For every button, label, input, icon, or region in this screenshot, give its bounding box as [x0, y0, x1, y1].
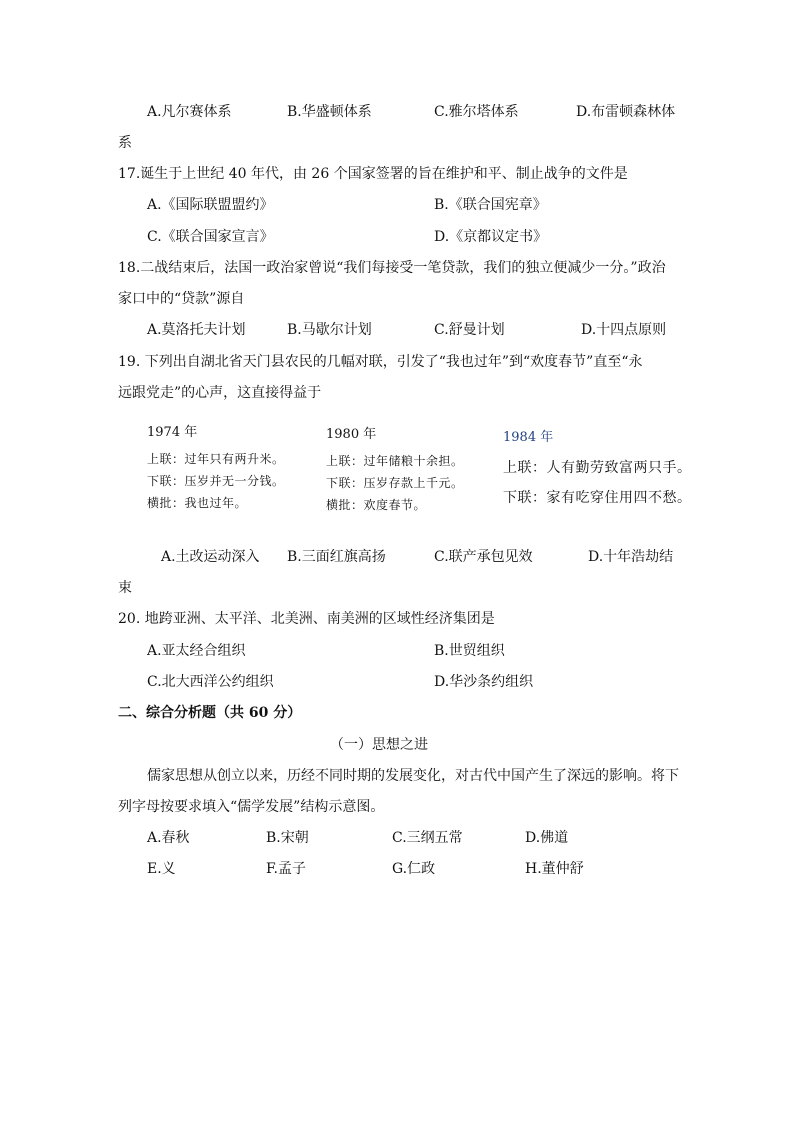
q17-option-b: B.《联合国宪章》 [434, 197, 547, 213]
couplet-1974 [147, 422, 285, 514]
q19-option-d-wrap: 束 [118, 580, 132, 596]
couplet-year: 1984 年 [503, 430, 554, 445]
q18-option-a: A.莫洛托夫计划 [147, 322, 246, 338]
q20-stem: 20. 地跨亚洲、太平洋、北美洲、南美洲的区域性经济集团是 [118, 611, 495, 627]
couplet-lower: 下联：压岁存款上千元。 [326, 476, 464, 490]
couplet-banner: 横批：我也过年。 [147, 496, 248, 510]
couplet-upper: 上联：过年只有两升米。 [147, 452, 285, 466]
couplet-upper: 上联：过年储粮十余担。 [326, 454, 464, 468]
q18-stem-line1: 18.二战结束后，法国一政治家曾说“我们每接受一笔贷款，我们的独立便减少一分。”政治 [118, 260, 666, 276]
letter-b: B.宋朝 [266, 830, 309, 846]
q19-stem-line1: 19. 下列出自湖北省天门县农民的几幅对联，引发了“我也过年”到“欢度春节”直至“永 [118, 354, 643, 370]
q16-option-c: C.雅尔塔体系 [434, 104, 519, 120]
q20-option-a: A.亚太经合组织 [147, 643, 246, 659]
q19-option-d: D.十年浩劫结 [588, 549, 674, 565]
q17-option-c: C.《联合国家宣言》 [147, 229, 274, 245]
section2-paragraph-line1: 儒家思想从创立以来，历经不同时期的发展变化，对古代中国产生了深远的影响。将下 [147, 768, 679, 784]
couplet-upper: 上联：人有勤劳致富两只手。 [503, 460, 692, 476]
q19-option-c: C.联产承包见效 [434, 549, 533, 565]
letter-c: C.三纲五常 [392, 830, 463, 846]
section2-paragraph-line2: 列字母按要求填入“儒学发展”结构示意图。 [118, 799, 385, 815]
q20-option-b: B.世贸组织 [434, 643, 505, 659]
letter-f: F.孟子 [266, 861, 306, 877]
q19-stem-line2: 远跟党走”的心声，这直接得益于 [118, 385, 322, 401]
q17-option-d: D.《京都议定书》 [434, 229, 548, 245]
q18-option-c: C.舒曼计划 [434, 322, 505, 338]
q16-option-d-wrap: 系 [118, 135, 132, 151]
couplet-lower: 下联：家有吃穿住用四不愁。 [503, 490, 692, 506]
couplet-year: 1980 年 [326, 427, 377, 442]
q18-option-d: D.十四点原则 [581, 322, 667, 338]
letter-d: D.佛道 [525, 830, 569, 846]
q18-stem-line2: 家口中的“贷款”源自 [118, 291, 245, 307]
q19-option-a: A.土改运动深入 [161, 549, 260, 565]
letter-g: G.仁政 [392, 861, 436, 877]
q17-option-a: A.《国际联盟盟约》 [147, 197, 274, 213]
couplet-1984 [503, 423, 692, 513]
letter-a: A.春秋 [147, 830, 190, 846]
letter-h: H.董仲舒 [525, 861, 584, 877]
q19-option-b: B.三面红旗高扬 [287, 549, 386, 565]
section2-sub-heading: （一）思想之进 [330, 737, 428, 753]
couplet-1980 [326, 424, 464, 516]
letter-e: E.义 [147, 861, 176, 877]
couplet-banner: 横批：欢度春节。 [326, 498, 427, 512]
q20-option-d: D.华沙条约组织 [434, 674, 534, 690]
q16-option-d: D.布雷顿森林体 [576, 104, 676, 120]
q20-option-c: C.北大西洋公约组织 [147, 674, 274, 690]
couplet-lower: 下联：压岁并无一分钱。 [147, 474, 285, 488]
q17-stem: 17.诞生于上世纪 40 年代，由 26 个国家签署的旨在维护和平、制止战争的文件是 [118, 166, 628, 182]
q18-option-b: B.马歇尔计划 [287, 322, 372, 338]
q16-option-b: B.华盛顿体系 [287, 104, 372, 120]
section2-heading: 二、综合分析题（共 60 分） [118, 705, 302, 721]
couplet-year: 1974 年 [147, 425, 198, 440]
q16-option-a: A.凡尔赛体系 [147, 104, 232, 120]
